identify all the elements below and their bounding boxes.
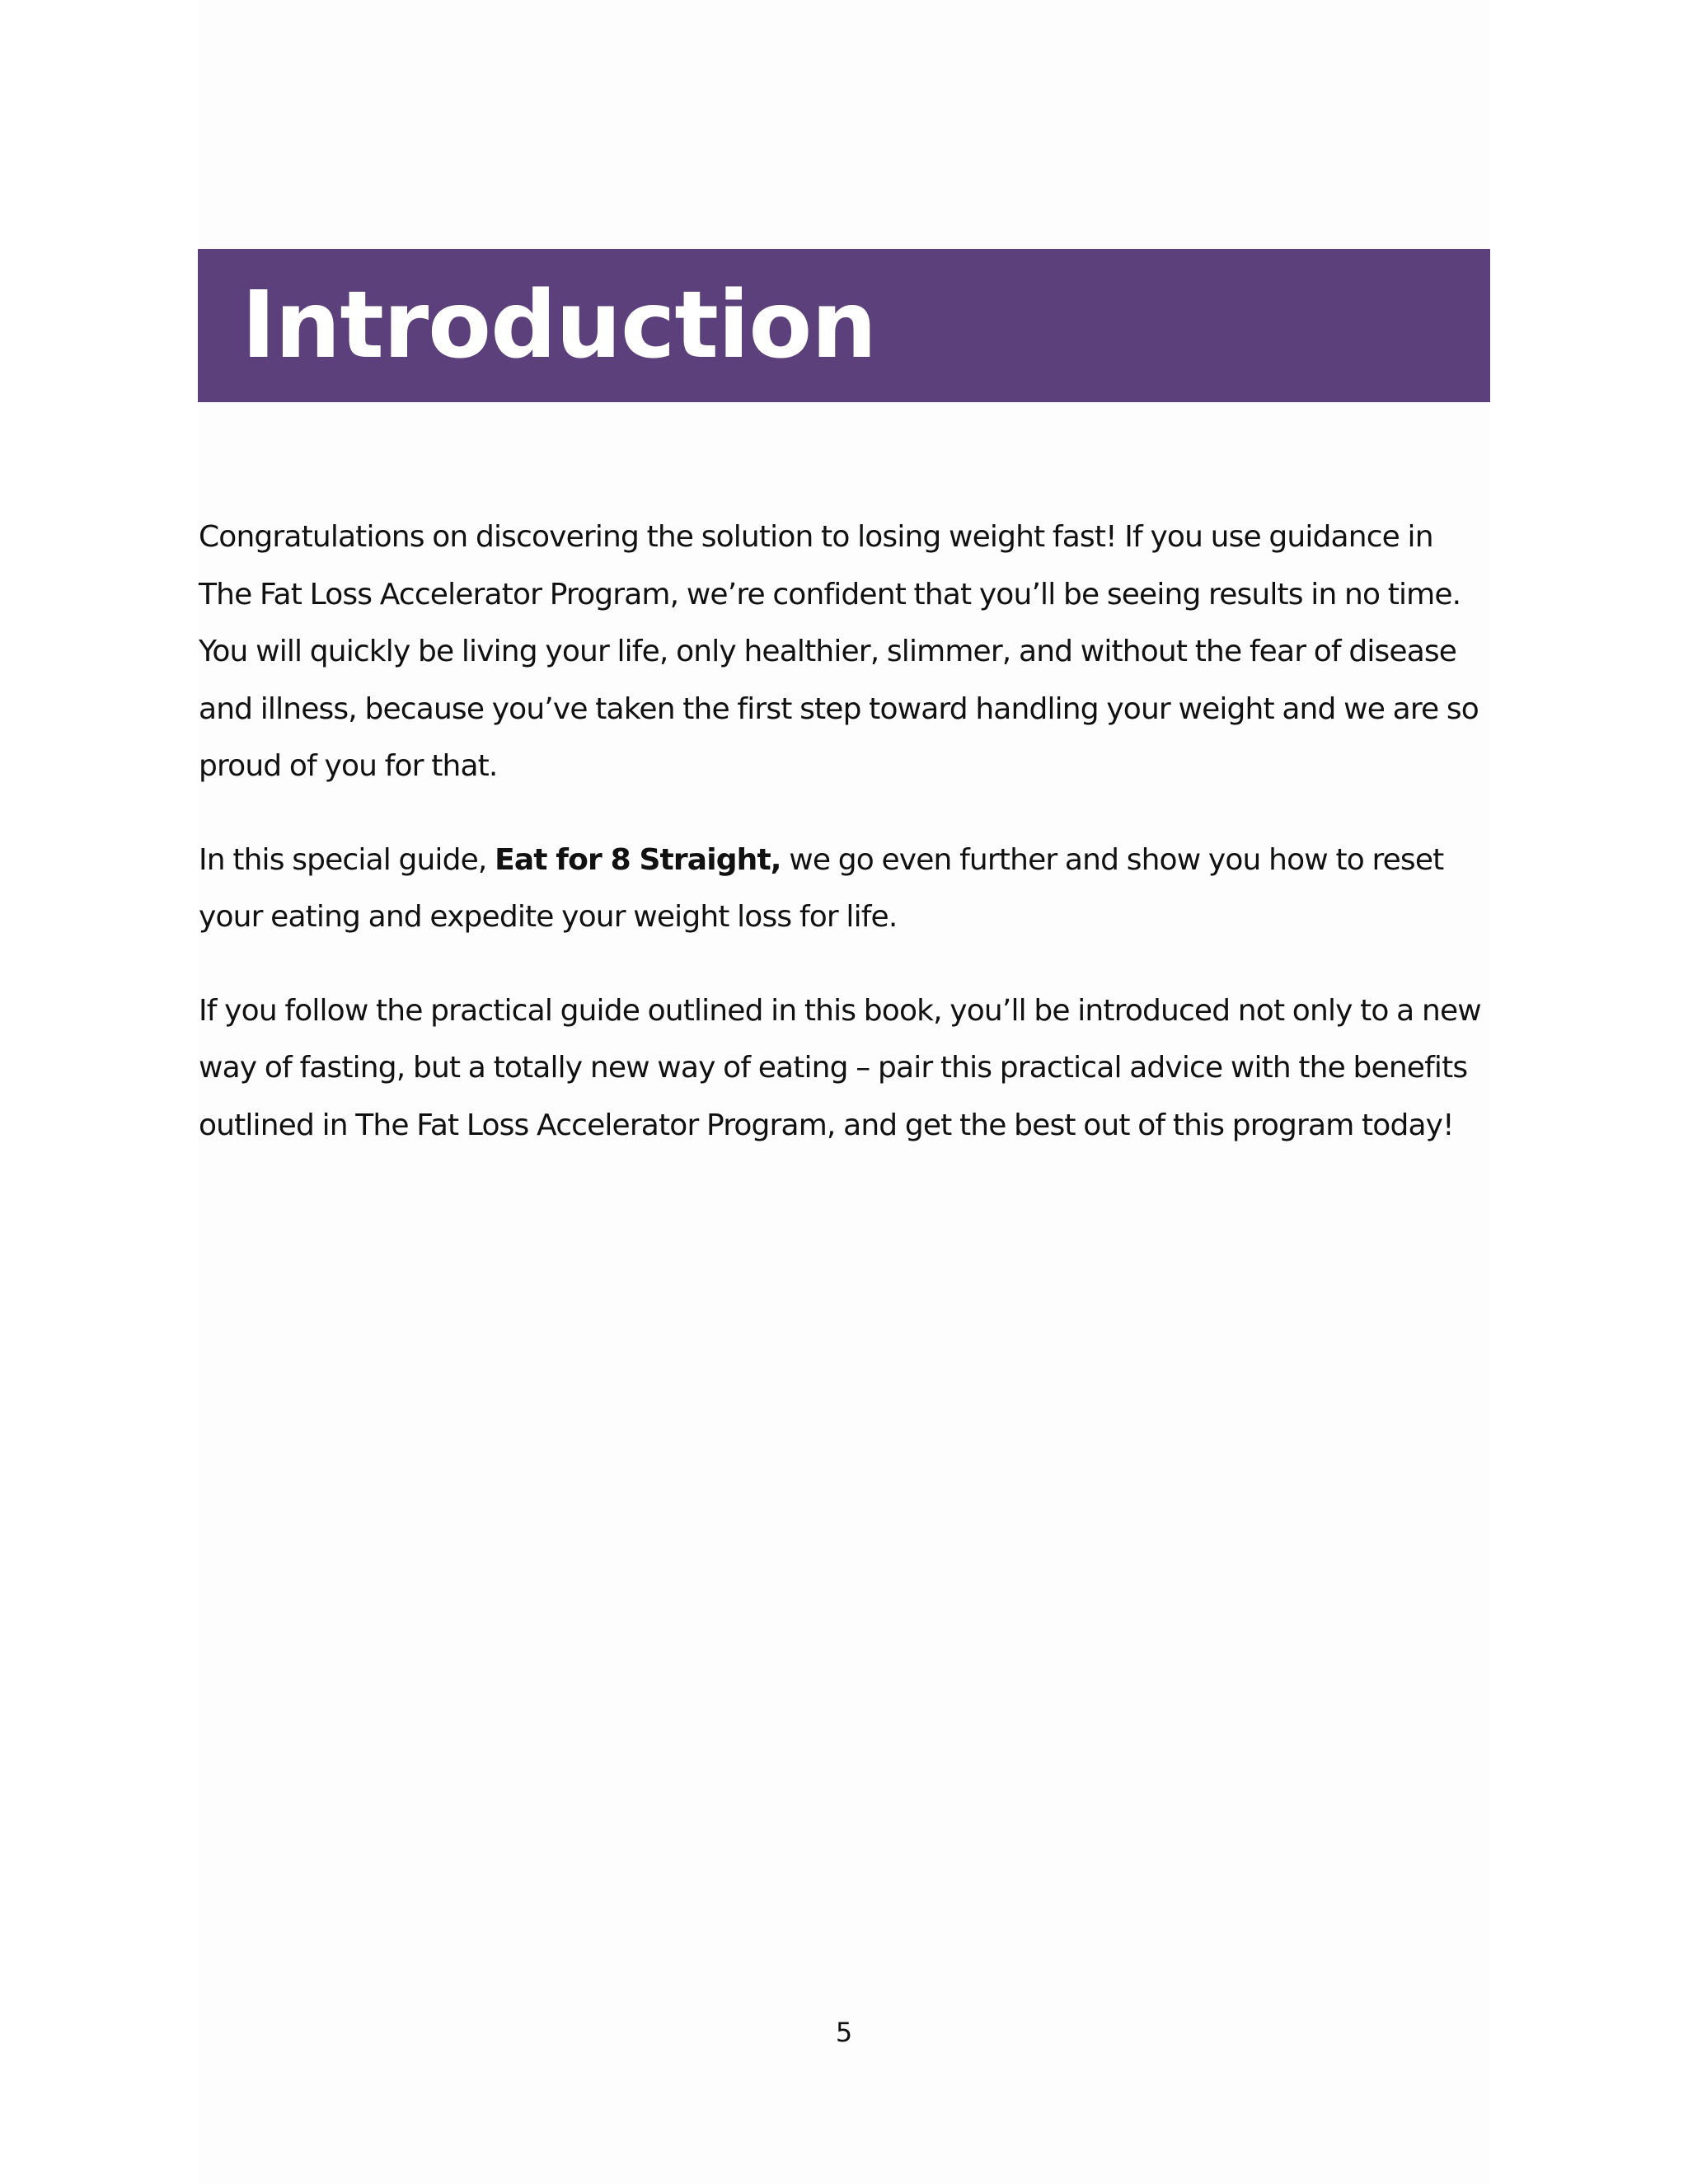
paragraph-special-guide-lead: In this special guide, bbox=[199, 842, 495, 877]
paragraph-special-guide-rest: we go even further and show you how to reset your eating and expedite your weight loss for life. bbox=[199, 842, 1444, 934]
paragraph-special-guide bbox=[199, 832, 1493, 946]
paragraph-congratulations: Congratulations on discovering the solution to losing weight fast! If you use guidance in The Fat Loss Accelerator Program, we’re confident that you’ll be seeing results in no time. You will quickly be living your life, only healthier, slimmer, and without the fear of disease and illness, because you’ve taken the first step toward handling your weight and we are so proud of you for that. bbox=[199, 520, 1479, 783]
page-title: Introduction bbox=[241, 272, 877, 379]
title-banner bbox=[198, 249, 1490, 402]
body-text bbox=[199, 509, 1493, 1190]
guide-title-bold: Eat for 8 Straight, bbox=[495, 842, 781, 877]
page-number: 5 bbox=[835, 2017, 853, 2048]
paragraph-practical-guide: If you follow the practical guide outlined in this book, you’ll be introduced not only to a new way of fasting, but a totally new way of eating – pair this practical advice with the benefits outlined in The Fat Loss Accelerator Program, and get the best out of this program today! bbox=[199, 993, 1481, 1142]
